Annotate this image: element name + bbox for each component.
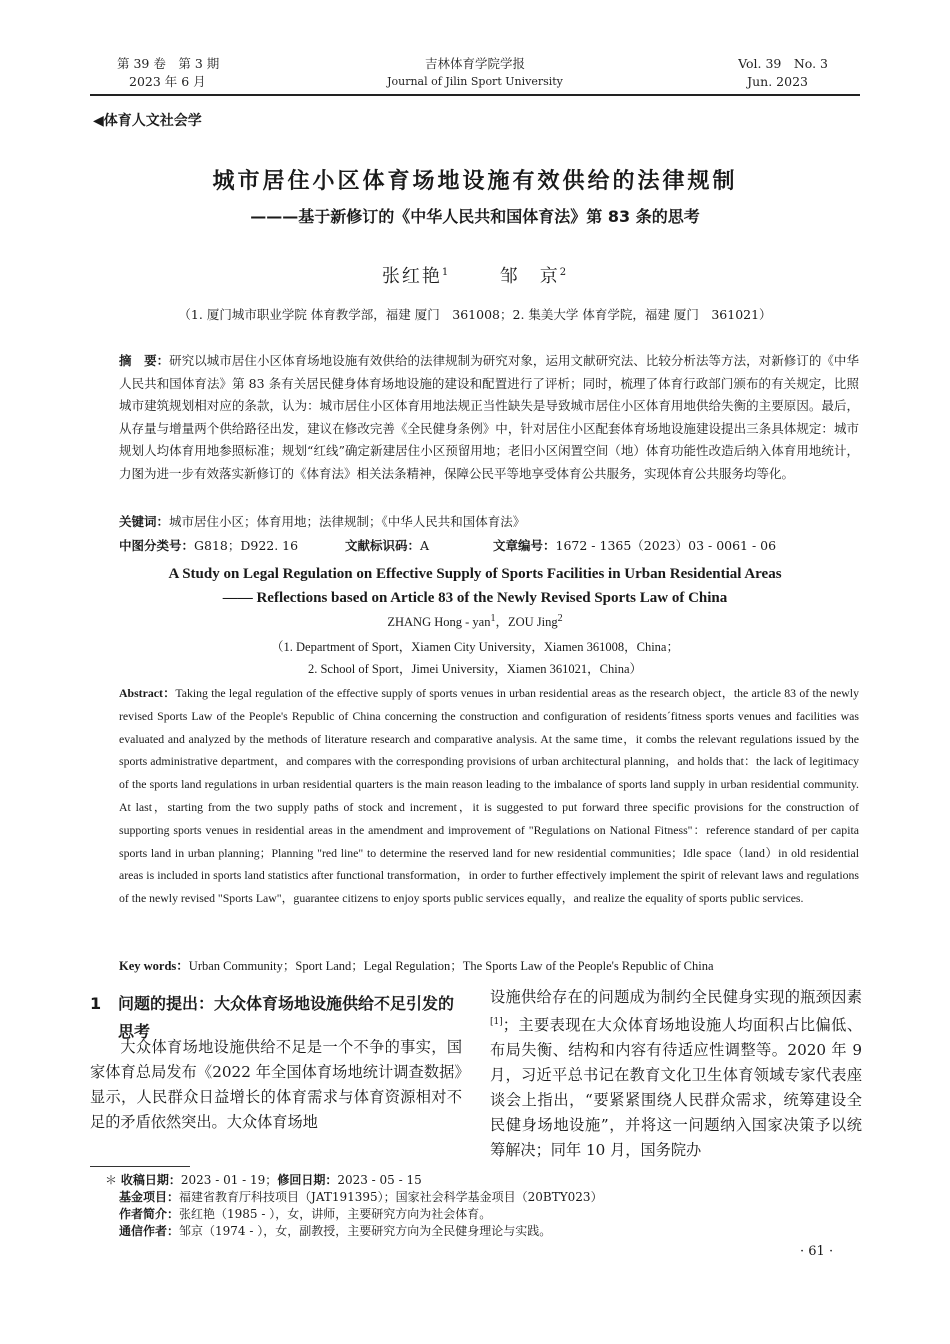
english-author-1-affil: 1 <box>490 612 496 624</box>
footnote-dates: ＊ 收稿日期：2023 - 01 - 19；修回日期：2023 - 05 - 15 <box>105 1173 422 1187</box>
received-value: 2023 - 01 - 19 <box>180 1173 266 1187</box>
clc-value: G818；D922. 16 <box>194 538 299 553</box>
header-journal-cn: 吉林体育学院学报 <box>424 56 525 71</box>
author-2: 邹 京 <box>499 266 560 287</box>
english-title-line1: A Study on Legal Regulation on Effective Supply of Sports Facilities in Urban Residential Areas <box>168 566 782 582</box>
body-left-column: 大众体育场地设施供给不足是一个不争的事实，国家体育总局发布《2022 年全国体育场地统计调查数据》显示，人民群众日益增长的体育需求与体育资源相对不足的矛盾依然突出。大众体育场地 <box>90 1038 462 1131</box>
fund-label: 基金项目： <box>119 1190 180 1204</box>
english-affiliation-line2: 2. School of Sport，Jimei University，Xiamen 361021，China） <box>307 662 642 676</box>
english-title-line2: —— Reflections based on Article 83 of the Newly Revised Sports Law of China <box>222 590 728 606</box>
section-tag: ◀体育人文社会学 <box>93 113 202 129</box>
footnote-author <box>119 1206 859 1223</box>
header-divider <box>90 94 860 96</box>
author-bio-label: 作者简介： <box>119 1207 180 1221</box>
body-right-text-a: 设施供给存在的问题成为制约全民健身实现的瓶颈因素 <box>490 988 862 1006</box>
abstract-cn-text: 研究以城市居住小区体育场地设施有效供给的法律规制为研究对象，运用文献研究法、比较分析法等方法，对新修订的《中华人民共和国体育法》第 83 条有关居民健身体育场地设施的建设和配置进行了评析；同时，梳理了体育行政部门颁布的有关规定，比照城市建筑规划相对应的条款，认为：城市居住小区体育用地法规正当性缺失是导致城市居住小区体育用地供给失衡的主要原因。最后，从存量与增量两个供给路径出发，建议在修改完善《全民健身条例》中，针对居住小区配套体育场地设施建设提出三条具体规定：城市规划人均体育用地参照标准；规划“红线”确定新建居住小区预留用地；老旧小区闲置空间（地）体育功能性改造后纳入体育用地统计，力图为进一步有效落实新修订的《体育法》相关法条精神，保障公民平等地享受体育公共服务，实现体育公共服务均等化。 <box>119 353 859 481</box>
header-journal <box>330 55 620 91</box>
article-number <box>493 536 776 554</box>
clc-code <box>119 536 298 554</box>
keywords-cn-label: 关键词： <box>119 514 170 529</box>
header-volume-issue <box>117 55 277 91</box>
revised-value: 2023 - 05 - 15 <box>337 1173 422 1187</box>
doc-code-label: 文献标识码： <box>345 538 421 553</box>
english-affiliation <box>90 636 860 680</box>
english-author-sep: ， <box>495 615 508 629</box>
doc-code-value: A <box>420 538 430 553</box>
footnote-fund <box>119 1189 859 1206</box>
header-date-en: Jun. 2023 <box>747 74 808 89</box>
body-right-column <box>490 985 862 1163</box>
keywords-en <box>119 956 859 974</box>
keywords-cn <box>119 512 859 530</box>
header-journal-en: Journal of Jilin Sport University <box>387 75 563 88</box>
page-number: · 61 · <box>800 1244 834 1259</box>
english-title <box>90 562 860 610</box>
keywords-cn-text: 城市居住小区；体育用地；法律规制；《中华人民共和国体育法》 <box>169 514 526 529</box>
body-right-text-b: ；主要表现在大众体育场地设施人均面积占比偏低、布局失衡、结构和内容有待适应性调整等。2020 年 9 月，习近平总书记在教育文化卫生体育领域专家代表座谈会上指出，“要紧紧围绕人民群众需求，统筹建设全民健身场地设施”，并将这一问题纳入国家决策予以统筹解决；同年 10 月，国务院办 <box>490 1016 862 1160</box>
footnotes <box>105 1172 859 1240</box>
corresponding-label: 通信作者： <box>119 1224 180 1238</box>
keywords-en-text: Urban Community；Sport Land；Legal Regulation；The Sports Law of the People's Republic of China <box>188 959 714 973</box>
footnote-corresponding <box>119 1223 859 1240</box>
abstract-cn <box>119 350 859 485</box>
footnote-divider <box>90 1166 190 1167</box>
section-1-title: 问题的提出：大众体育场地设施供给不足引发的思考 <box>118 994 455 1041</box>
abstract-cn-label: 摘 要： <box>119 353 170 368</box>
clc-label: 中图分类号： <box>119 538 195 553</box>
abstract-en-text: Taking the legal regulation of the effective supply of sports venues in urban residential areas as the research object，the article 83 of the newly revised Sports Law of the People's Republic of China concerning the construction and configuration of residents´fitness sports venues and facilities was evaluated and analyzed by the methods of literature research and comparative analysis. At the same time，it combs the relevant regulations issued by the sports administrative department，and compares with the corresponding provisions of urban architectural planning，and holds that：the lack of legitimacy of the sports land regulations in urban residential quarters is the main reason leading to the imbalance of sports land supply in urban residential community. At last，starting from the two supply paths of stock and increment，it is suggested to put forward three specific provisions for the construction of supporting sports venues in residential areas in the amendment and improvement of "Regulations on National Fitness"：reference standard of per capita sports land in urban planning；Planning "red line" to determine the reserved land for new residential communities；Idle space（land）in old residential areas is included in sports land statistics after functional transformation，in order to further effectively implement the spirit of relevant laws and regulations of the newly revised "Sports Law"，guarantee citizens to enjoy sports public services equally，and realize the equality of sports public services. <box>119 686 859 906</box>
header-volume: 第 39 卷 第 3 期 <box>117 56 220 71</box>
english-author-2-affil: 2 <box>557 612 563 624</box>
abstract-en-label: Abstract： <box>119 686 176 700</box>
section-1-number: 1 <box>90 994 102 1013</box>
author-line <box>90 262 860 288</box>
english-authors <box>90 612 860 630</box>
article-number-label: 文章编号： <box>493 538 556 553</box>
footnote-asterisk: ＊ <box>105 1173 121 1187</box>
doc-code <box>345 536 429 554</box>
citation-1[interactable]: [1] <box>490 1017 503 1027</box>
english-author-2: ZOU Jing <box>507 615 558 629</box>
received-label: 收稿日期： <box>120 1173 181 1187</box>
fund-value: 福建省教育厅科技项目（JAT191395）；国家社会科学基金项目（20BTY023） <box>179 1190 603 1204</box>
header-vol-en: Vol. 39 No. 3 <box>738 56 828 71</box>
author-1: 张红艳 <box>381 266 442 287</box>
article-title: 城市居住小区体育场地设施有效供给的法律规制 <box>212 169 738 194</box>
author-2-affil: 2 <box>559 267 569 278</box>
corresponding-value: 邹京（1974 - ），女，副教授，主要研究方向为全民健身理论与实践。 <box>179 1224 552 1238</box>
affiliation: （1. 厦门城市职业学院 体育教学部，福建 厦门 361008；2. 集美大学 体育学院，福建 厦门 361021） <box>178 307 772 322</box>
author-1-affil: 1 <box>441 267 451 278</box>
article-subtitle: ———基于新修订的《中华人民共和国体育法》第 83 条的思考 <box>250 207 700 226</box>
keywords-en-label: Key words： <box>119 959 189 973</box>
header-vol-no-en <box>690 55 828 91</box>
abstract-en <box>119 682 859 910</box>
english-author-1: ZHANG Hong - yan <box>387 615 491 629</box>
author-bio-value: 张红艳（1985 - ），女，讲师，主要研究方向为社会体育。 <box>179 1207 492 1221</box>
revised-label: 修回日期： <box>277 1173 338 1187</box>
header-date-cn: 2023 年 6 月 <box>129 74 206 89</box>
english-affiliation-line1: （1. Department of Sport，Xiamen City University，Xiamen 361008，China； <box>271 640 679 654</box>
article-number-value: 1672 - 1365（2023）03 - 0061 - 06 <box>555 538 777 553</box>
